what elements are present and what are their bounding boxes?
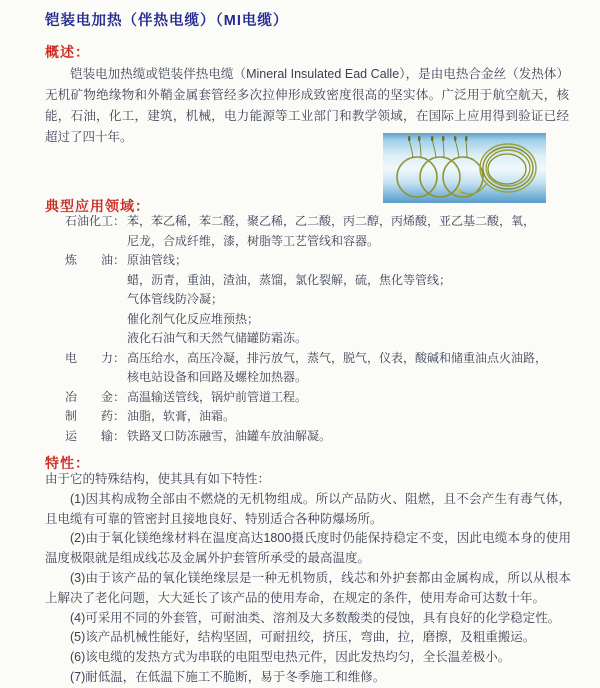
- feature-item-2: (2)由于氧化镁绝缘材料在温度高达1800摄氏度时仍能保持稳定不变，因此电缆本身的使用温度极限就是组成线芯及金属外护套管所承受的最高温度。: [45, 531, 571, 566]
- page-title: 铠装电加热（伴热电缆）（MI电缆）: [45, 13, 289, 29]
- feature-item-1: (1)因其构成物全部由不燃烧的无机物组成。所以产品防火、阻燃，且不会产生有毒气体，且电缆有可靠的管密封且接地良好、特别适合各种防爆场所。: [45, 491, 571, 526]
- application-line: 铁路叉口防冻融雪，油罐车放油解凝。: [127, 428, 332, 443]
- application-line: 尼龙，合成纤维，漆，树脂等工艺管线和容器。: [127, 233, 380, 248]
- application-row-pharma: [65, 407, 570, 427]
- feature-item-5: (5)该产品机械性能好，结构坚固，可耐扭绞，挤压，弯曲，拉，磨擦，及粗重搬运。: [70, 630, 536, 645]
- application-line: 催化剂气化反应堆预热；: [127, 311, 260, 326]
- features-section: [45, 470, 571, 688]
- application-label: 石油化工：: [65, 214, 126, 228]
- cable-coils-photo: [383, 133, 546, 203]
- application-line: 原油管线；: [127, 253, 188, 267]
- feature-item-6: (6)该电缆的发热方式为串联的电阻型电热元件，因此发热均匀，全长温差极小。: [70, 650, 511, 665]
- application-content: [127, 388, 570, 408]
- application-content: [127, 251, 570, 349]
- application-content: [127, 407, 570, 427]
- application-label: 冶 金：: [65, 389, 126, 404]
- feature-item-4: (4)可采用不同的外套管，可耐油类、溶剂及大多数酸类的侵蚀，具有良好的化学稳定性。: [70, 610, 561, 625]
- application-line: 气体管线防冷凝；: [127, 292, 224, 306]
- application-content: [127, 427, 570, 447]
- application-line: 油脂，软膏，油霜。: [127, 409, 236, 423]
- application-label: 炼 油：: [65, 253, 126, 267]
- application-row-power: [65, 349, 570, 388]
- features-intro: 由于它的特殊结构，使其具有如下特性：: [45, 472, 271, 486]
- application-content: [127, 212, 570, 251]
- overview-heading: 概述：: [45, 44, 90, 60]
- tail-connector: [457, 189, 461, 193]
- application-line: 高温输送管线，锅炉前管道工程。: [127, 389, 308, 404]
- application-row-petrochemical: [65, 212, 570, 251]
- features-heading: 特性：: [45, 455, 90, 471]
- feature-item-7: (7)耐低温，在低温下施工不脆断，易于冬季施工和维修。: [70, 669, 386, 684]
- feature-item-3: (3)由于该产品的氧化镁绝缘层是一种无机物质，线芯和外护套都由金属构成，所以从根本上解决了老化问题，大大延长了该产品的使用寿命，在规定的条件，使用寿命可达数十年。: [45, 570, 571, 605]
- application-row-refining: [65, 251, 570, 349]
- applications-heading: 典型应用领域：: [45, 198, 150, 214]
- applications-list: [65, 212, 570, 446]
- application-line: 液化石油气和天然气储罐防霜冻。: [127, 331, 308, 345]
- application-line: 高压给水，高压冷凝，排污放气，蒸气，脱气，仪表，酸碱和储重油点火油路，: [127, 350, 548, 365]
- application-label: 制 药：: [65, 409, 126, 423]
- application-label: 运 输：: [65, 428, 126, 443]
- photo-background: [383, 133, 546, 203]
- application-line: 苯，苯乙稀，苯二醛，聚乙稀，乙二酸，丙二醇，丙烯酸，亚乙基二酸，氧，: [127, 214, 536, 228]
- application-line: 核电站设备和回路及螺栓加热器。: [127, 370, 308, 384]
- overview-paragraph: 铠装电加热缆或铠装伴热电缆（Mineral Insulated Ead Calle），是由电热合金丝（发热体）无机矿物绝缘物和外鞘金属套管经多次拉伸形成致密度很高的坚实体。广泛用于航空航天，核能，石油，化工，建筑，机械，电力能源等工业部门和教学领域，在国际上应用得到验证已经超过了四十年。: [45, 67, 569, 144]
- application-label: 电 力：: [65, 350, 126, 365]
- cable-coils-illustration: [383, 133, 546, 203]
- application-row-metallurgy: [65, 388, 570, 408]
- application-content: [127, 349, 570, 388]
- application-line: 蜡，沥青，重油，渣油，蒸馏，氯化裂解，硫，焦化等管线；: [127, 272, 452, 287]
- application-row-transport: [65, 427, 570, 447]
